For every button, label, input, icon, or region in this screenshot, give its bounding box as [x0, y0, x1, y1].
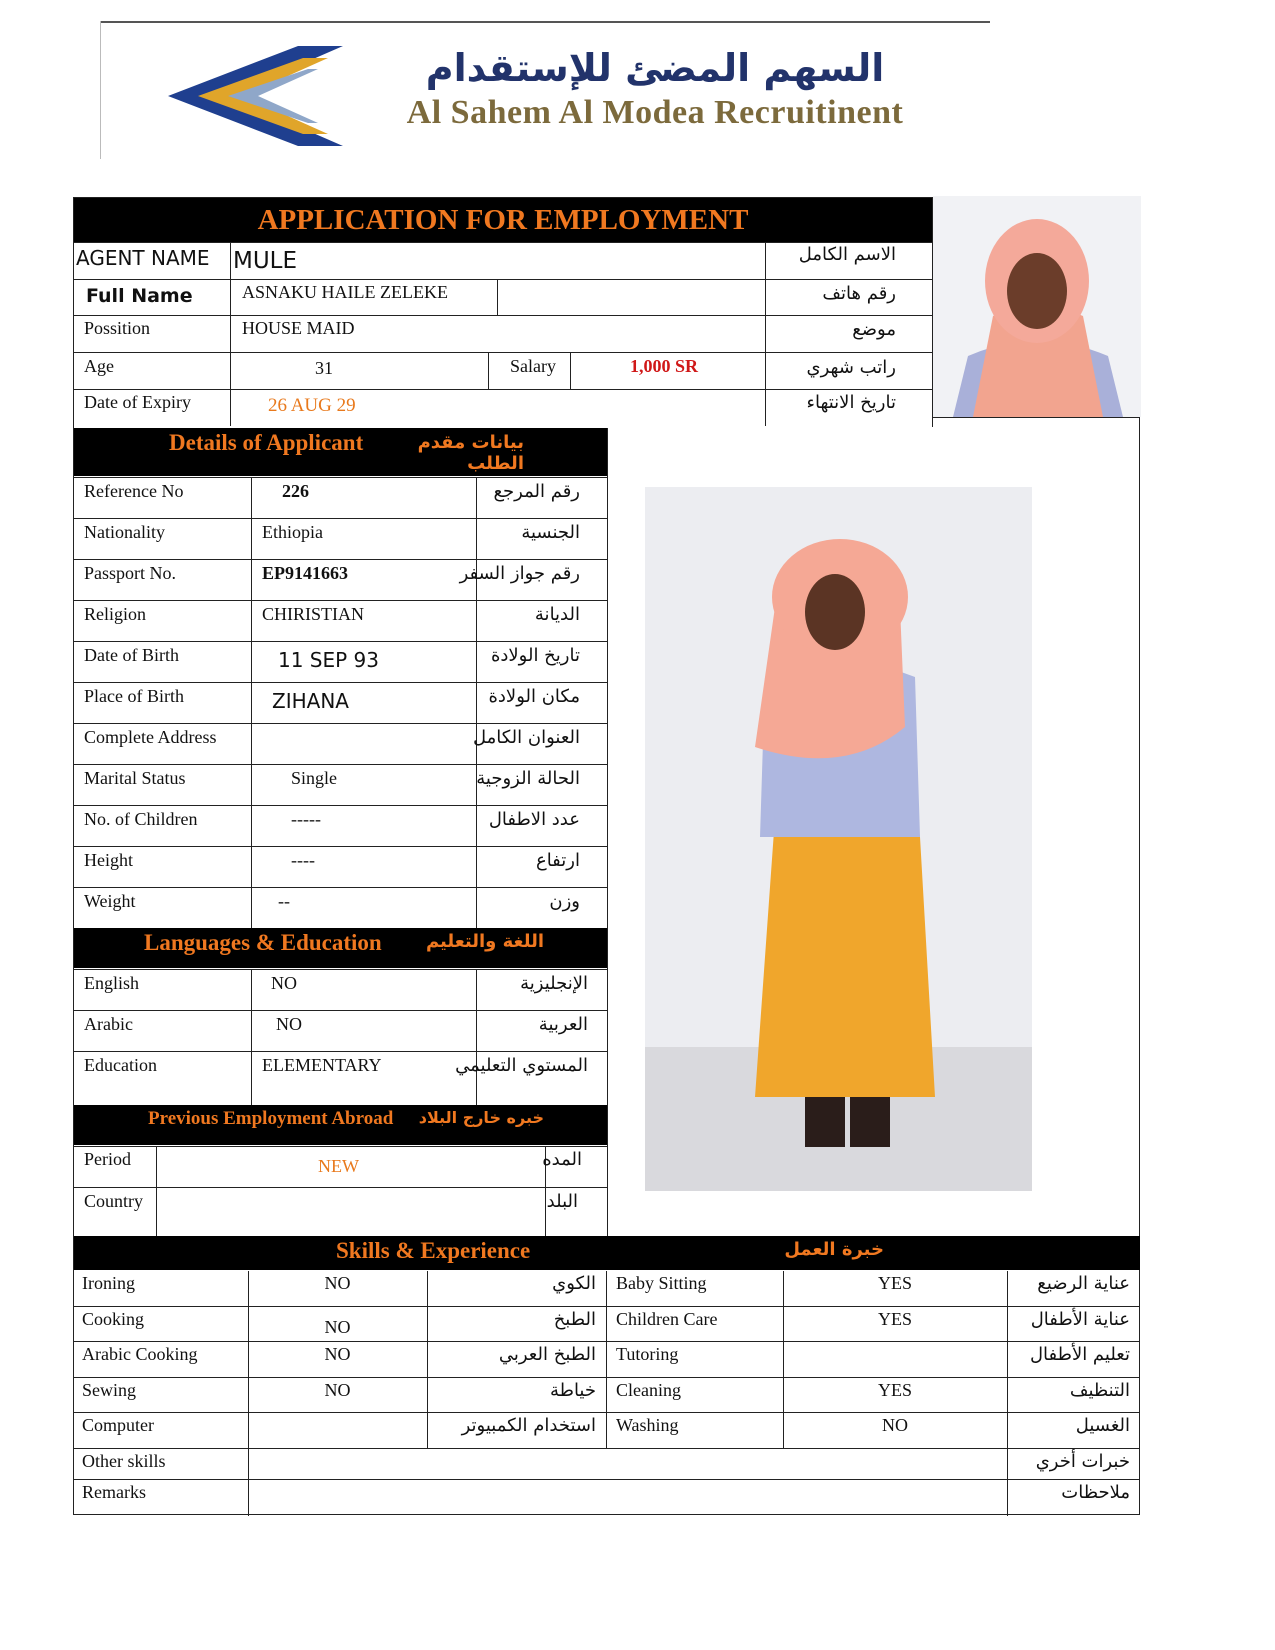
row-divider [251, 683, 252, 724]
row-divider [251, 1011, 252, 1052]
skill-arabic: تعليم الأطفال [1029, 1344, 1130, 1365]
full-name-value: ASNAKU HAILE ZELEKE [242, 282, 448, 302]
skill-label: Washing [616, 1415, 679, 1435]
period-value: NEW [318, 1156, 359, 1176]
skill-arabic: عناية الأطفال [1030, 1308, 1130, 1330]
logo-english-text: Al Sahem Al Modea Recruitinent [406, 94, 904, 131]
row-divider [1007, 1307, 1008, 1343]
previous-title-en: Previous Employment Abroad [148, 1108, 394, 1129]
details-label: Passport No. [84, 563, 177, 583]
skill-arabic: الطبخ العربي [498, 1344, 596, 1365]
period-arabic: المده [542, 1149, 582, 1170]
row-divider [248, 1449, 249, 1480]
language-row [74, 1051, 607, 1106]
age-value: 31 [315, 358, 333, 378]
row-divider [476, 888, 477, 929]
details-value: EP9141663 [262, 563, 349, 583]
form-title: APPLICATION FOR EMPLOYMENT [257, 204, 749, 236]
row-divider [427, 1378, 428, 1414]
skills-row [74, 1342, 1140, 1378]
row-divider [251, 724, 252, 765]
details-arabic: ارتفاع [535, 850, 580, 871]
details-label: Reference No [84, 481, 184, 501]
other-skills-label: Other skills [82, 1450, 166, 1471]
details-value: Single [291, 768, 338, 788]
full-name-label: Full Name [86, 285, 193, 307]
skill-label: Cleaning [616, 1379, 681, 1400]
agent-name-label: AGENT NAME [76, 246, 210, 270]
position-label: Possition [84, 318, 151, 338]
row-divider [248, 1413, 249, 1449]
expiry-value: 26 AUG 29 [268, 395, 356, 416]
details-arabic: مكان الولادة [488, 686, 580, 707]
remarks-arabic: ملاحظات [1061, 1481, 1130, 1503]
skills-row [74, 1413, 1140, 1449]
position-value: HOUSE MAID [242, 318, 355, 338]
details-label: No. of Children [84, 809, 198, 829]
skill-arabic: التنظيف [1069, 1379, 1130, 1401]
language-row [74, 1010, 607, 1051]
row-divider [427, 1413, 428, 1449]
details-value: ---- [291, 850, 315, 870]
full-name-arabic: رقم هاتف [822, 283, 896, 304]
expiry-arabic: تاريخ الانتهاء [806, 392, 896, 413]
skill-label: Baby Sitting [616, 1273, 707, 1293]
details-arabic: وزن [549, 891, 580, 912]
details-label: Nationality [84, 522, 165, 542]
language-value: NO [271, 973, 297, 993]
details-arabic: عدد الاطفال [488, 809, 580, 830]
language-value: NO [276, 1014, 302, 1034]
row-divider [1007, 1271, 1008, 1307]
row-divider [251, 1052, 252, 1107]
language-row [74, 969, 607, 1010]
skill-label: Sewing [82, 1379, 136, 1400]
details-title-en: Details of Applicant [169, 430, 364, 455]
languages-title-en: Languages & Education [144, 930, 382, 955]
details-row [74, 477, 607, 518]
remarks-row [74, 1480, 1140, 1516]
row-divider [606, 1342, 607, 1378]
details-row [74, 764, 607, 805]
skill-value: YES [877, 1379, 912, 1400]
details-row [74, 723, 607, 764]
expiry-label: Date of Expiry [84, 392, 191, 412]
row-divider [476, 478, 477, 519]
details-arabic: الجنسية [521, 522, 580, 543]
skills-header-bar [74, 1236, 1140, 1270]
salary-arabic: راتب شهري [806, 357, 896, 378]
row-divider [476, 642, 477, 683]
details-label: Weight [84, 891, 136, 911]
row-divider [476, 970, 477, 1011]
portrait-border [932, 417, 1140, 428]
details-row [74, 600, 607, 641]
row-divider [251, 888, 252, 929]
languages-header-bar [74, 928, 607, 968]
applicant-full-body-photo [645, 487, 1032, 1191]
details-arabic: العنوان الكامل [472, 727, 580, 748]
details-value: ----- [291, 809, 321, 829]
skill-arabic: استخدام الكمبيوتر [461, 1415, 596, 1436]
position-arabic: موضع [852, 319, 896, 340]
row-divider [251, 560, 252, 601]
language-label: Arabic [84, 1014, 133, 1034]
row-divider [427, 1307, 428, 1343]
previous-header-bar [74, 1105, 607, 1145]
details-header-bar [74, 428, 607, 476]
form-title-bar [74, 198, 932, 242]
agent-name-value: MULE [233, 248, 298, 274]
details-value: 11 SEP 93 [278, 648, 380, 672]
languages-title-ar: اللغة والتعليم [425, 931, 544, 952]
language-arabic: المستوي التعليمي [455, 1055, 588, 1076]
age-label: Age [84, 356, 114, 376]
skills-row [74, 1378, 1140, 1414]
details-arabic: رقم المرجع [493, 481, 580, 502]
country-arabic: البلد [546, 1191, 578, 1212]
language-value: ELEMENTARY [262, 1055, 382, 1075]
skills-title-ar: خبرة العمل [784, 1239, 884, 1260]
details-value: 226 [282, 481, 309, 501]
logo-arabic-text: السهم المضئ للإستقدام [425, 46, 885, 90]
details-row [74, 559, 607, 600]
row-divider [251, 847, 252, 888]
details-row [74, 805, 607, 846]
details-arabic: تاريخ الولادة [490, 645, 580, 666]
skill-value: NO [324, 1344, 351, 1364]
remarks-label: Remarks [82, 1481, 146, 1502]
skills-row [74, 1271, 1140, 1307]
language-arabic: العربية [538, 1014, 588, 1035]
skills-title-en: Skills & Experience [336, 1238, 531, 1263]
details-value: ZIHANA [272, 689, 349, 713]
skills-row [74, 1307, 1140, 1343]
skill-label: Computer [82, 1415, 154, 1435]
row-divider [1007, 1449, 1008, 1480]
details-label: Date of Birth [84, 645, 179, 665]
details-label: Religion [84, 604, 146, 624]
row-divider [476, 1011, 477, 1052]
language-arabic: الإنجليزية [520, 973, 588, 994]
other-skills-row [74, 1449, 1140, 1480]
arrow-logo-icon [168, 36, 368, 154]
row-divider [783, 1342, 784, 1378]
skill-value: YES [877, 1273, 912, 1293]
agent-name-arabic: الاسم الكامل [798, 244, 896, 265]
details-label: Place of Birth [84, 686, 184, 706]
country-label: Country [84, 1191, 144, 1211]
details-arabic: الديانة [534, 604, 580, 625]
row-divider [606, 1413, 607, 1449]
row-divider [606, 1307, 607, 1343]
row-divider [248, 1480, 249, 1516]
skill-arabic: الكوي [552, 1273, 596, 1294]
salary-label: Salary [510, 356, 556, 376]
details-title-ar: بيانات مقدم الطلب [417, 432, 524, 474]
row-divider [251, 765, 252, 806]
row-divider [251, 806, 252, 847]
details-label: Complete Address [84, 727, 217, 747]
details-row [74, 682, 607, 723]
row-divider [1007, 1480, 1008, 1516]
details-row [74, 846, 607, 887]
row-divider [251, 601, 252, 642]
details-row [74, 641, 607, 682]
row-divider [427, 1342, 428, 1378]
row-divider [476, 847, 477, 888]
row-divider [1007, 1378, 1008, 1414]
skill-arabic: الغسيل [1075, 1415, 1130, 1436]
skill-value: NO [882, 1415, 908, 1435]
row-divider [1007, 1342, 1008, 1378]
skill-value: NO [324, 1316, 351, 1337]
skill-label: Children Care [616, 1308, 718, 1329]
skill-value: NO [324, 1379, 351, 1400]
skill-value: NO [324, 1273, 351, 1293]
row-divider [251, 478, 252, 519]
skill-arabic: الطبخ [553, 1308, 596, 1330]
row-divider [476, 601, 477, 642]
row-divider [606, 1271, 607, 1307]
row-divider [251, 970, 252, 1011]
skill-label: Ironing [82, 1273, 135, 1293]
skill-arabic: عناية الرضيع [1037, 1273, 1130, 1294]
details-label: Marital Status [84, 768, 186, 788]
logo-banner [100, 18, 990, 160]
previous-title-ar: خبره خارج البلاد [418, 1108, 544, 1127]
row-divider [1007, 1413, 1008, 1449]
details-value: -- [278, 891, 290, 911]
row-divider [251, 519, 252, 560]
row-divider [476, 806, 477, 847]
skill-value: YES [877, 1308, 912, 1329]
details-arabic: رقم جواز السفر [459, 563, 580, 584]
salary-value: 1,000 SR [630, 356, 699, 376]
details-row [74, 887, 607, 928]
details-value: Ethiopia [262, 522, 323, 542]
row-divider [251, 642, 252, 683]
applicant-portrait-photo [933, 196, 1141, 417]
skill-label: Arabic Cooking [82, 1344, 198, 1364]
details-label: Height [84, 850, 133, 870]
skill-arabic: خياطة [549, 1379, 596, 1401]
other-skills-arabic: خبرات أخري [1035, 1450, 1130, 1472]
details-row [74, 518, 607, 559]
language-label: English [84, 973, 140, 993]
row-divider [427, 1271, 428, 1307]
period-label: Period [84, 1149, 131, 1169]
details-value: CHIRISTIAN [262, 604, 364, 624]
skill-label: Cooking [82, 1308, 145, 1329]
row-divider [606, 1378, 607, 1414]
row-divider [476, 519, 477, 560]
details-arabic: الحالة الزوجية [476, 768, 580, 789]
row-divider [476, 683, 477, 724]
skill-label: Tutoring [616, 1344, 679, 1364]
language-label: Education [84, 1055, 157, 1075]
